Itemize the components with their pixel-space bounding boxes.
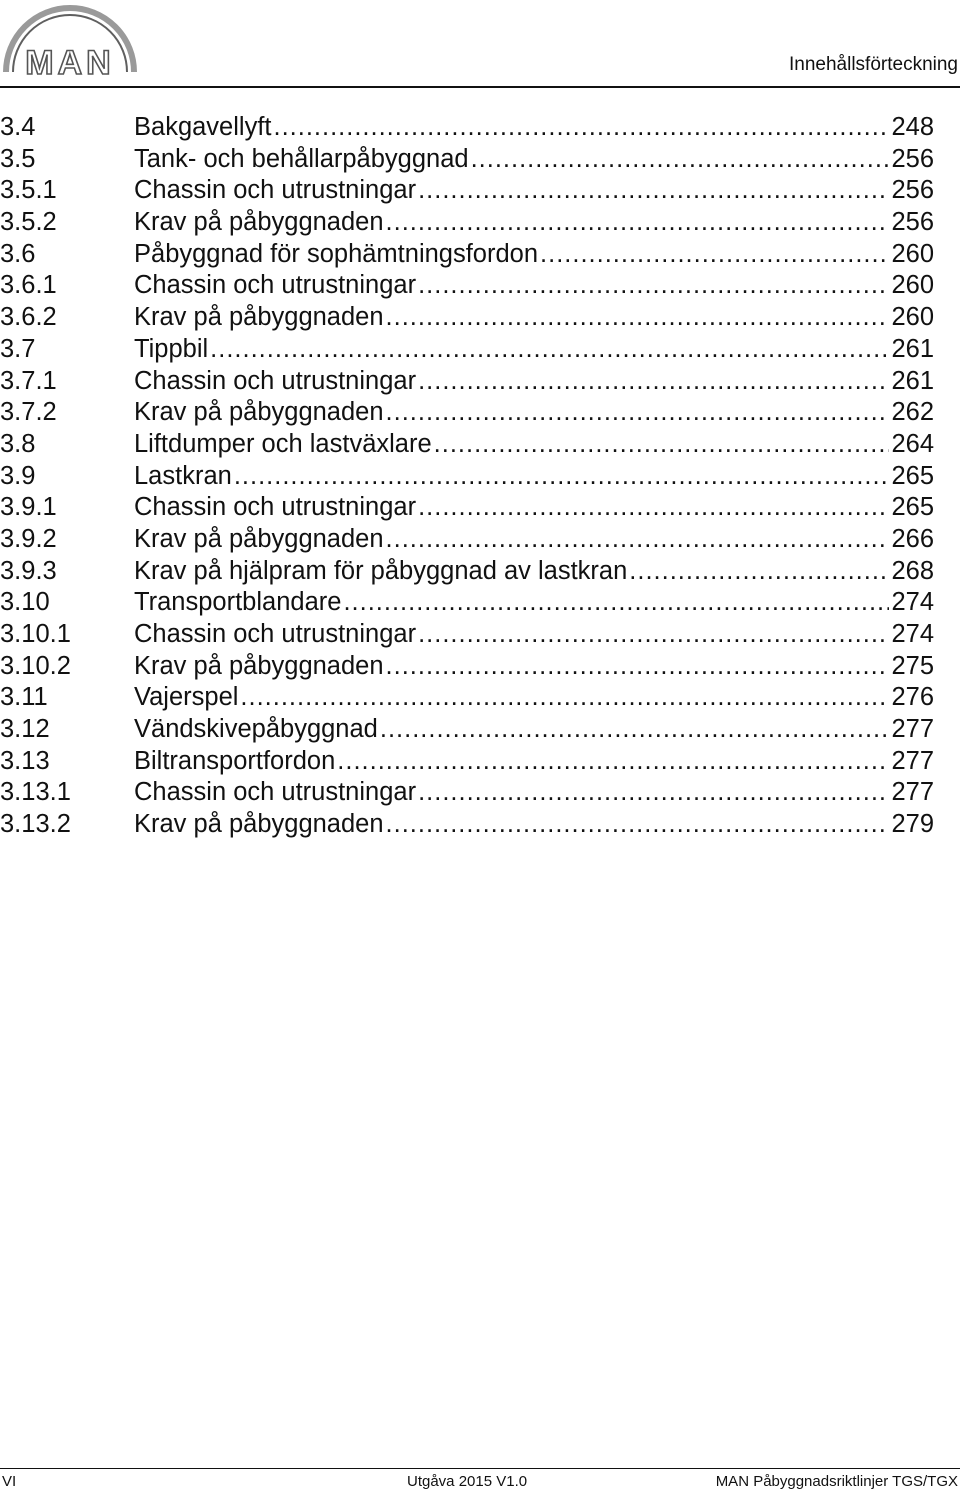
toc-page-number: 265 [891, 461, 934, 490]
toc-section-number: 3.9.2 [0, 524, 57, 553]
toc-section-number: 3.13.2 [0, 810, 71, 839]
toc-section-number: 3.5.1 [0, 176, 57, 205]
toc-entry[interactable] [0, 777, 934, 809]
toc-entry[interactable] [0, 492, 934, 524]
toc-section-number: 3.9 [0, 461, 36, 490]
toc-section-title: Krav på påbyggnaden [134, 524, 384, 553]
toc-entry[interactable] [0, 429, 934, 461]
toc-section-title: Krav på påbyggnaden [134, 398, 384, 427]
toc-section-number: 3.9.1 [0, 493, 57, 522]
toc-section-title: Krav på påbyggnaden [134, 303, 384, 332]
toc-page-number: 279 [891, 810, 934, 839]
toc-dot-leader [418, 777, 889, 809]
toc-entry[interactable] [0, 239, 934, 271]
table-of-contents [0, 112, 934, 841]
toc-section-title: Krav på påbyggnaden [134, 651, 384, 680]
toc-section-title: Transportblandare [134, 588, 342, 617]
toc-entry[interactable] [0, 714, 934, 746]
toc-section-number: 3.13 [0, 746, 50, 775]
man-logo [0, 0, 140, 80]
toc-section-title: Chassin och utrustningar [134, 620, 417, 648]
toc-section-number: 3.6.1 [0, 271, 57, 300]
toc-section-title: Biltransportfordon [134, 746, 336, 775]
toc-section-title: Tippbil [134, 334, 209, 363]
toc-entry[interactable] [0, 651, 934, 683]
toc-section-title: Krav på påbyggnaden [134, 208, 384, 237]
toc-page-number: 261 [891, 366, 934, 395]
toc-section-title: Påbyggnad för sophämtningsfordon [134, 239, 539, 268]
toc-dot-leader [418, 270, 889, 302]
toc-entry[interactable] [0, 144, 934, 176]
toc-section-title: Lastkran [134, 461, 232, 490]
toc-section-title: Chassin och utrustningar [134, 271, 417, 300]
toc-entry[interactable] [0, 524, 934, 556]
toc-dot-leader [418, 619, 889, 651]
toc-dot-leader [386, 651, 890, 683]
toc-dot-leader [418, 366, 889, 398]
toc-dot-leader [240, 682, 889, 714]
toc-section-title: Chassin och utrustningar [134, 366, 417, 395]
toc-page-number: 277 [891, 715, 934, 744]
toc-entry[interactable] [0, 366, 934, 398]
toc-page-number: 256 [891, 208, 934, 237]
toc-page-number: 277 [891, 778, 934, 807]
toc-entry[interactable] [0, 682, 934, 714]
toc-dot-leader [418, 492, 889, 524]
toc-entry[interactable] [0, 746, 934, 778]
toc-dot-leader [210, 334, 889, 366]
toc-dot-leader [540, 239, 889, 271]
toc-section-title: Vändskivepåbyggnad [134, 715, 378, 744]
toc-section-title: Liftdumper och lastväxlare [134, 429, 432, 458]
toc-section-number: 3.6.2 [0, 303, 57, 332]
header-divider [0, 86, 960, 88]
toc-section-number: 3.10.2 [0, 651, 71, 680]
toc-page-number: 274 [891, 620, 934, 648]
toc-page-number: 275 [891, 651, 934, 680]
toc-page-number: 266 [891, 524, 934, 553]
toc-dot-leader [386, 302, 890, 334]
toc-section-number: 3.5 [0, 144, 36, 173]
toc-page-number: 256 [891, 144, 934, 173]
toc-section-number: 3.8 [0, 429, 36, 458]
toc-section-title: Krav på påbyggnaden [134, 810, 384, 839]
toc-page-number: 260 [891, 303, 934, 332]
toc-section-number: 3.4 [0, 113, 36, 141]
toc-page-number: 261 [891, 334, 934, 363]
toc-section-number: 3.7 [0, 334, 36, 363]
toc-page-number: 260 [891, 271, 934, 300]
toc-page-number: 256 [891, 176, 934, 205]
toc-section-title: Chassin och utrustningar [134, 176, 417, 205]
toc-section-number: 3.9.3 [0, 556, 57, 585]
toc-entry[interactable] [0, 587, 934, 619]
footer-edition: Utgåva 2015 V1.0 [407, 1473, 528, 1490]
toc-entry[interactable] [0, 461, 934, 493]
footer-document-title: MAN Påbyggnadsriktlinjer TGS/TGX [715, 1473, 958, 1490]
toc-dot-leader [434, 429, 890, 461]
toc-section-number: 3.5.2 [0, 208, 57, 237]
toc-entry[interactable] [0, 270, 934, 302]
toc-dot-leader [274, 112, 890, 144]
toc-entry[interactable] [0, 809, 934, 841]
footer-page-number: VI [2, 1473, 17, 1490]
toc-dot-leader [418, 175, 889, 207]
toc-entry[interactable] [0, 175, 934, 207]
toc-section-number: 3.10.1 [0, 620, 71, 648]
toc-dot-leader [386, 397, 890, 429]
toc-dot-leader [386, 809, 890, 841]
toc-dot-leader [386, 524, 890, 556]
toc-section-title: Chassin och utrustningar [134, 778, 417, 807]
toc-section-title: Chassin och utrustningar [134, 493, 417, 522]
toc-entry[interactable] [0, 207, 934, 239]
toc-page-number: 265 [891, 493, 934, 522]
toc-page-number: 268 [891, 556, 934, 585]
toc-dot-leader [343, 587, 889, 619]
toc-section-number: 3.6 [0, 239, 36, 268]
toc-page-number: 277 [891, 746, 934, 775]
toc-dot-leader [386, 207, 890, 239]
section-title: Innehållsförteckning [789, 54, 958, 75]
toc-page-number: 260 [891, 239, 934, 268]
toc-section-number: 3.11 [0, 683, 48, 712]
toc-section-title: Vajerspel [134, 683, 239, 712]
toc-section-number: 3.12 [0, 715, 50, 744]
toc-dot-leader [471, 144, 890, 176]
toc-entry[interactable] [0, 556, 934, 588]
toc-entry[interactable] [0, 619, 934, 651]
toc-section-title: Bakgavellyft [134, 113, 272, 141]
toc-section-title: Tank- och behållarpåbyggnad [134, 144, 469, 173]
toc-section-number: 3.10 [0, 588, 50, 617]
toc-page-number: 264 [891, 429, 934, 458]
svg-text:MAN: MAN [25, 44, 115, 80]
toc-page-number: 248 [891, 113, 934, 141]
footer-divider [0, 1468, 960, 1469]
toc-page-number: 274 [891, 588, 934, 617]
toc-section-title: Krav på hjälpram för påbyggnad av lastkran [134, 556, 628, 585]
toc-dot-leader [629, 556, 889, 588]
toc-entry[interactable] [0, 334, 934, 366]
toc-page-number: 276 [891, 683, 934, 712]
toc-dot-leader [380, 714, 890, 746]
toc-section-number: 3.13.1 [0, 778, 71, 807]
toc-entry[interactable] [0, 112, 934, 144]
toc-section-number: 3.7.1 [0, 366, 57, 395]
toc-dot-leader [337, 746, 889, 778]
toc-page-number: 262 [891, 398, 934, 427]
toc-entry[interactable] [0, 397, 934, 429]
toc-section-number: 3.7.2 [0, 398, 57, 427]
toc-dot-leader [234, 461, 890, 493]
toc-entry[interactable] [0, 302, 934, 334]
